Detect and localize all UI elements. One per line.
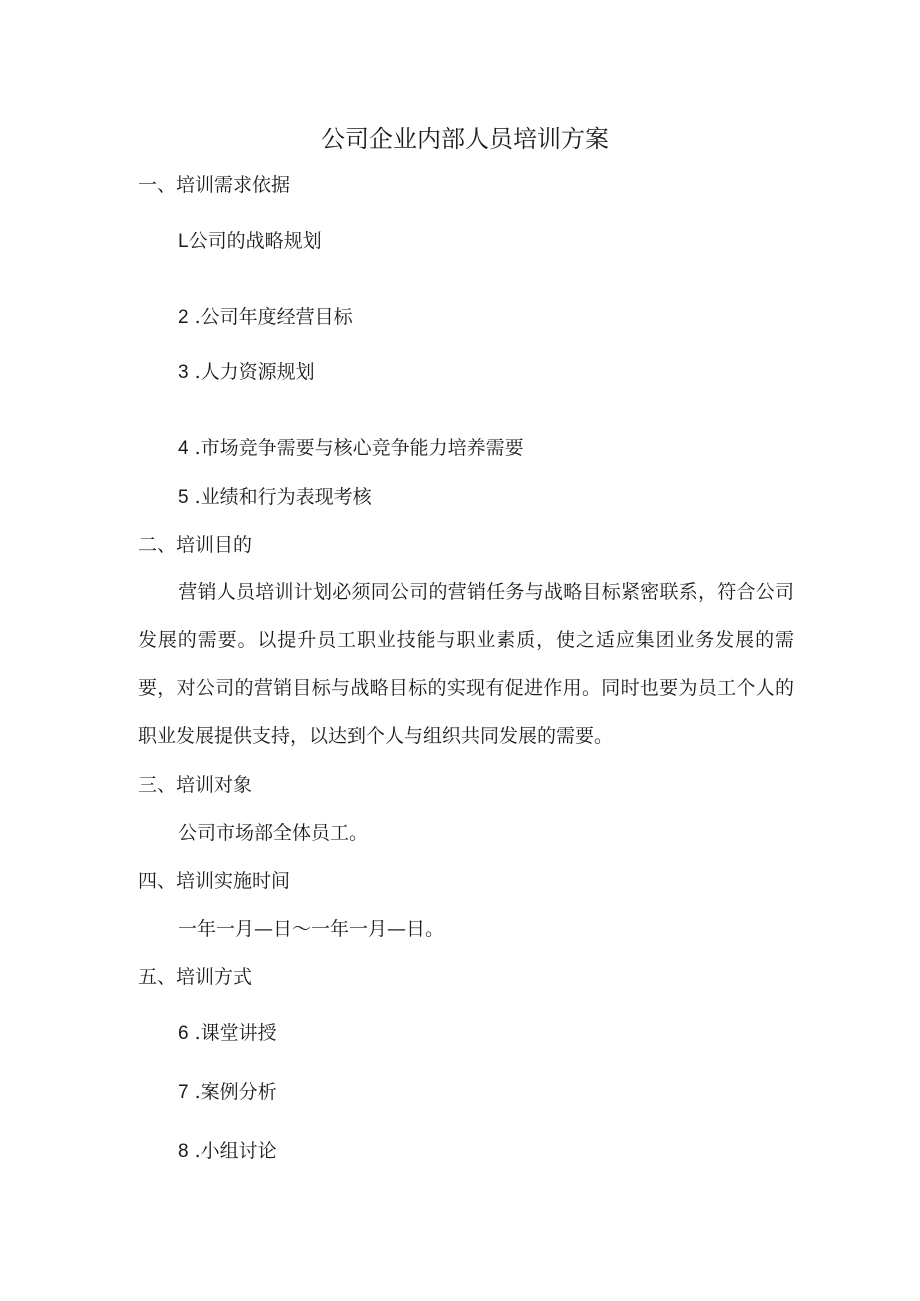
list-item-strategy <box>178 229 322 254</box>
list-text: .业绩和行为表现考核 <box>188 486 372 508</box>
list-text: .课堂讲授 <box>188 1022 277 1044</box>
purpose-paragraph <box>138 568 794 760</box>
list-item-case-study <box>178 1080 277 1105</box>
training-target-text: 公司市场部全体员工。 <box>178 822 369 844</box>
list-number: 8 <box>178 1141 189 1162</box>
list-item-hr-planning <box>178 360 315 385</box>
list-text: .小组讨论 <box>188 1140 277 1162</box>
document-title: 公司企业内部人员培训方案 <box>321 125 609 153</box>
training-time-text: 一年一月—日～一年一月—日。 <box>178 918 445 940</box>
list-text: .案例分析 <box>188 1081 277 1103</box>
list-number: 7 <box>178 1082 189 1103</box>
section-heading-training-purpose: 二、培训目的 <box>138 534 253 556</box>
list-item-market-competition <box>178 436 524 461</box>
list-text: .公司年度经营目标 <box>188 306 353 328</box>
list-number: 5 <box>178 487 189 508</box>
list-number: 6 <box>178 1023 189 1044</box>
list-item-annual-goals <box>178 305 353 330</box>
list-item-performance-review <box>178 485 372 510</box>
list-text: .人力资源规划 <box>188 361 315 383</box>
section-heading-training-target: 三、培训对象 <box>138 774 253 796</box>
purpose-paragraph-text: 营销人员培训计划必须同公司的营销任务与战略目标紧密联系，符合公司发展的需要。以提升员工职业技能与职业素质，使之适应集团业务发展的需要，对公司的营销目标与战略目标的实现有促进作用。同时也要为员工个人的职业发展提供支持，以达到个人与组织共同发展的需要。 <box>138 581 794 747</box>
list-number: 3 <box>178 362 189 383</box>
list-number: L <box>178 231 189 252</box>
list-item-group-discussion <box>178 1139 277 1164</box>
list-text: 公司的战略规划 <box>188 230 322 252</box>
list-text: .市场竞争需要与核心竞争能力培养需要 <box>188 437 524 459</box>
list-number: 4 <box>178 438 189 459</box>
list-item-lecture <box>178 1021 277 1046</box>
section-heading-training-time: 四、培训实施时间 <box>138 870 291 892</box>
section-heading-training-method: 五、培训方式 <box>138 966 253 988</box>
section-heading-training-needs: 一、培训需求依据 <box>138 174 291 196</box>
list-number: 2 <box>178 307 189 328</box>
